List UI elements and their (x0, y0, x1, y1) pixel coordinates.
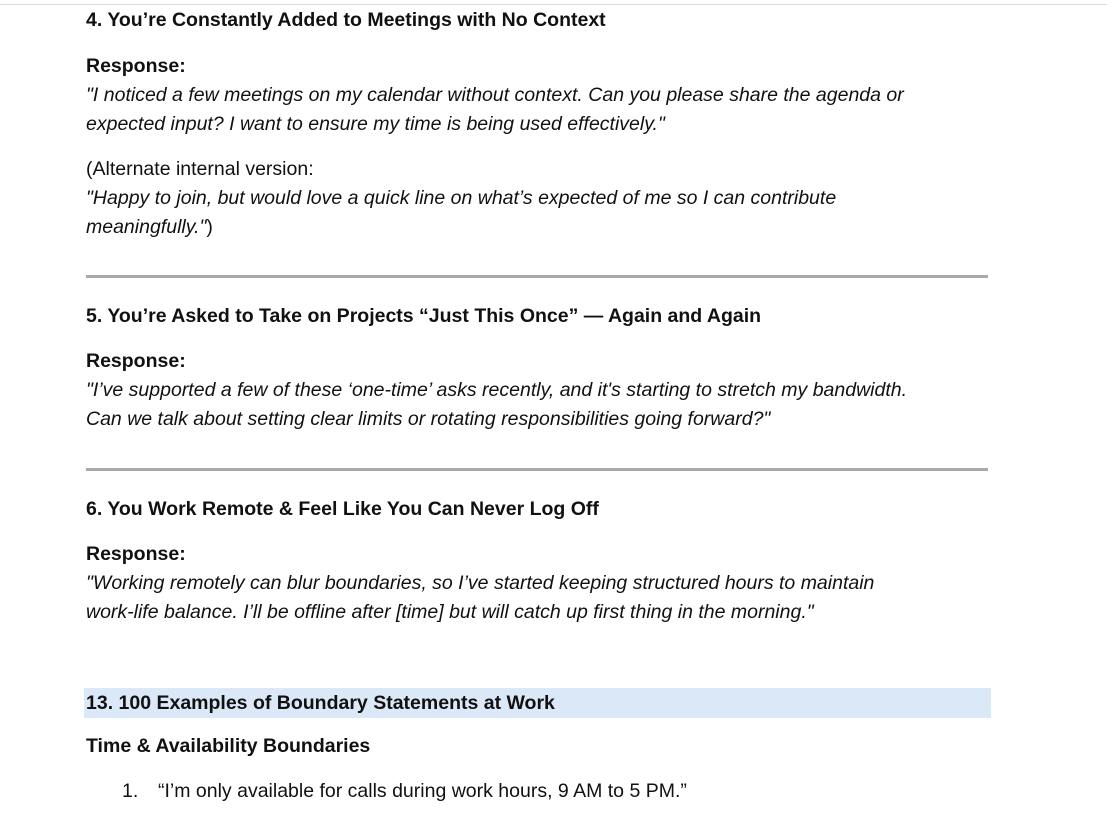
section-4-alternate-quote-end: meaningfully." (86, 216, 207, 238)
section-5-response-line-2: Can we talk about setting clear limits or rotating responsibilities going forward?" (86, 408, 771, 430)
section-4-response-line-1: "I noticed a few meetings on my calendar without context. Can you please share the agenda or (86, 84, 904, 106)
section-4-alternate-line-1: "Happy to join, but would love a quick line on what’s expected of me so I can contribute (86, 187, 837, 209)
list-item-number: 1. (122, 780, 139, 802)
section-4-response-label: Response: (86, 55, 186, 77)
section-4-alternate-close: ) (206, 216, 213, 238)
section-6-response-label: Response: (86, 543, 186, 565)
section-5-heading: 5. You’re Asked to Take on Projects “Just This Once” — Again and Again (86, 305, 762, 327)
section-6-heading: 6. You Work Remote & Feel Like You Can Never Log Off (86, 498, 599, 520)
section-4-response-line-2: expected input? I want to ensure my time is being used effectively." (86, 113, 665, 135)
section-13-title: 13. 100 Examples of Boundary Statements at Work (86, 692, 555, 714)
section-5-response-label: Response: (86, 350, 186, 372)
section-6-response-line-1: "Working remotely can blur boundaries, so I’ve started keeping structured hours to maintain (86, 572, 875, 594)
list-item-text: “I’m only available for calls during work hours, 9 AM to 5 PM.” (158, 780, 687, 802)
section-6-response-line-2: work-life balance. I’ll be offline after [time] but will catch up first thing in the morning." (86, 601, 814, 623)
section-5-response-line-1: "I’ve supported a few of these ‘one-time’ asks recently, and it's starting to stretch my bandwidth. (86, 379, 908, 401)
section-4-heading: 4. You’re Constantly Added to Meetings with No Context (86, 9, 606, 31)
time-availability-subheading: Time & Availability Boundaries (86, 735, 371, 757)
divider-rule (86, 275, 988, 278)
page-top-edge (0, 4, 1107, 5)
section-4-alternate-intro: (Alternate internal version: (86, 158, 314, 180)
divider-rule (86, 468, 988, 471)
section-4-alternate-line-2 (86, 213, 213, 242)
